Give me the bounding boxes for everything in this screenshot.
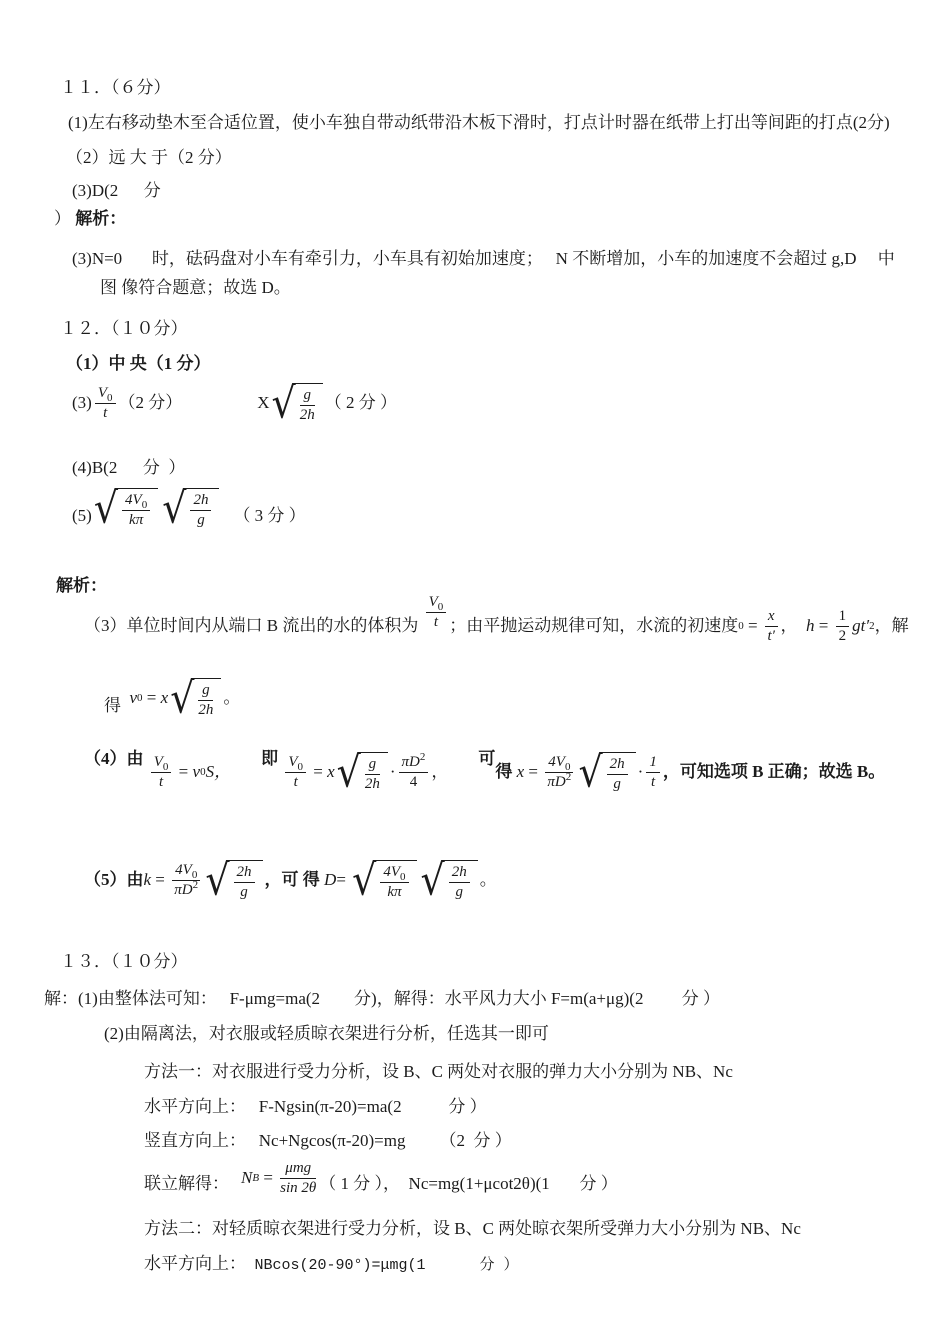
q13-method1-horizontal: 水平方向上： F-Ngsin(π-20)=ma(2 分 ） (144, 1097, 487, 1116)
var-x: x (327, 761, 335, 781)
exp5-label: （5）由 (84, 869, 144, 889)
denominator (172, 878, 200, 899)
numerator: μmg (280, 1160, 316, 1179)
numerator: g (300, 387, 315, 406)
radicand (600, 752, 636, 793)
denominator: 2 (838, 627, 847, 644)
q13-line-2: (2)由隔离法，对衣服或轻质晾衣架进行分析，任选其一即可 (104, 1024, 549, 1043)
period: 。 (479, 869, 497, 889)
fraction-g-over-2h (300, 387, 315, 424)
num-sub: 0 (400, 871, 406, 883)
denominator: 4 (409, 773, 418, 790)
equals: = (524, 761, 543, 781)
method2-equation: NBcos(20-90°)=μmg(1 分 ） (254, 1257, 519, 1274)
sqrt-icon: √ (93, 482, 119, 532)
var-S: S， (205, 761, 232, 781)
q13-method2-intro: 方法二：对轻质晾衣架进行受力分析，设 B、C 两处晾衣架所受弹力大小分别为 NB、Nc (144, 1219, 801, 1238)
denominator: 2h (198, 701, 214, 718)
var-x: x (160, 687, 169, 707)
q12-answer-4: (4)B(2 分 ） (72, 458, 186, 477)
numerator (285, 754, 306, 773)
radicand (293, 383, 323, 424)
fraction-piD2-over-4 (399, 751, 429, 791)
num-text: 4V (383, 864, 401, 880)
method1-result-end: （ 1 分 ）， Nc=mg(1+μcot2θ)(1 分 ） (319, 1173, 618, 1193)
fraction-2h-over-g (607, 756, 628, 793)
comma: ， (431, 761, 449, 781)
radicand (115, 488, 158, 529)
fraction-g-over-2h (365, 756, 380, 793)
fraction-v0-over-t (285, 754, 306, 791)
q11-part3: (3)D(2 分 (72, 181, 161, 200)
fraction-v0-over-t (151, 754, 172, 791)
q11-part1: (1)左右移动垫木至合适位置，使小车独自带动纸带沿木板下滑时，打点计时器在纸带上打出等间距的打点(2分) (68, 113, 890, 132)
equals: = (174, 761, 193, 781)
radicand (358, 752, 388, 793)
num-text: πD (401, 754, 420, 770)
denominator: 2h (364, 775, 380, 792)
q12-answer-5 (72, 482, 306, 532)
num-text: 4V (125, 492, 142, 508)
numerator: g (365, 756, 380, 775)
numerator (426, 594, 447, 613)
den-sup: 2 (192, 878, 199, 891)
fraction-one-half (836, 608, 850, 645)
denominator: t (650, 773, 656, 790)
comma: ， (780, 615, 807, 635)
coefficient-x: X (257, 392, 270, 412)
numerator (380, 864, 408, 883)
answer-3-label: (3) (72, 392, 92, 412)
numerator: 2h (234, 864, 255, 883)
jiexi-label: 解析： (75, 209, 127, 228)
fraction-mumg-over-sin2theta (280, 1160, 316, 1197)
num-text: V (97, 385, 107, 401)
var-h: h (806, 615, 815, 635)
sqrt-icon: √ (205, 854, 230, 904)
q13-line-1: 解：(1)由整体法可知： F-μmg=ma(2 分)，解得：水平风力大小 F=m(a+μg)(2 分 ） (44, 989, 720, 1008)
q13-method1-vertical: 竖直方向上： Nc+Ngcos(π-20)=mg （2 分 ） (144, 1131, 512, 1150)
radicand (442, 860, 478, 901)
q11-jiexi-line (54, 207, 126, 232)
exp3-text-1: （3）单位时间内从端口 B 流出的水的体积为 (84, 615, 423, 635)
sqrt-icon: √ (352, 854, 377, 904)
fraction-2h-over-g (234, 864, 255, 901)
sqrt-icon: √ (170, 672, 195, 722)
den-text: πD (547, 773, 566, 790)
answer-3-score-1: （2 分） (118, 392, 183, 412)
equals: = (259, 1167, 278, 1187)
numerator (151, 754, 172, 773)
q12-answer-3 (72, 377, 397, 427)
q13-method2-horizontal (144, 1252, 519, 1277)
q12-heading: １２．（１０分） (60, 319, 188, 338)
sqrt-4v0-over-kpi (93, 482, 158, 532)
q11-explanation-1: (3)N=0 时，砝码盘对小车有牵引力，小车具有初始加速度； N 不断增加，小车的加速度不会超过 g,D 中 (72, 249, 895, 268)
q12-explanation-5 (84, 854, 497, 904)
numerator: x (765, 608, 778, 627)
numerator: g (198, 682, 213, 701)
sqrt-icon: √ (271, 377, 296, 427)
period: 。 (223, 687, 241, 707)
sqrt-g-over-2h (271, 377, 323, 427)
numerator: 1 (836, 608, 850, 627)
denominator: g (197, 511, 205, 528)
num-sub: 0 (141, 499, 148, 511)
denominator: t (293, 773, 298, 790)
numerator (399, 751, 429, 773)
answer-5-label: (5) (72, 505, 92, 525)
denominator: kπ (129, 511, 144, 528)
denominator: kπ (387, 883, 402, 900)
q11-heading: １１．（６分） (60, 78, 171, 97)
sqrt-icon: √ (420, 854, 445, 904)
lianli-text: 联立解得： (144, 1173, 229, 1193)
fraction-4v0-over-piD2 (172, 862, 200, 899)
sqrt-icon: √ (336, 746, 361, 796)
var-N: N (241, 1167, 253, 1187)
fraction-4v0-over-kpi (380, 864, 408, 901)
q13-heading: １３．（１０分） (60, 952, 188, 971)
var-gtprime: gt′ (852, 615, 870, 635)
sqrt-2h-over-g (205, 854, 262, 904)
numerator: 2h (607, 756, 628, 775)
denominator: sin 2θ (280, 1179, 317, 1196)
equals: = (814, 615, 833, 635)
denominator: g (613, 775, 621, 792)
var-x: x (516, 761, 525, 781)
var-v: v (129, 687, 138, 707)
sqrt-2h-over-g (162, 482, 219, 532)
fraction-2h-over-g (190, 492, 211, 529)
numerator: 2h (449, 864, 470, 883)
fraction-x-over-tprime (765, 608, 778, 645)
denominator: t (159, 773, 164, 790)
var-D: D (324, 869, 337, 889)
num-sup: 2 (419, 751, 426, 763)
num-text: V (288, 754, 298, 770)
equals: = (151, 869, 170, 889)
sqrt-icon: √ (162, 482, 187, 532)
q12-explanation-4: （4）由 $\frac{V_0}{t}$ = v 0 S， 即 $\frac{V_0}{t}$ = x √ $\frac{g}{2h}$ · $\frac{\pi D^2}{4}$ ， 可 得 x = $\frac{4V_0}{\pi D^2}$ √ $\frac{2h}{g}$ · $\frac{1}{t}$ ，可知选项 B 正确；故选 B。 (84, 746, 886, 796)
numerator (122, 492, 150, 511)
num-sub: 0 (162, 761, 169, 773)
q12-explanation-3: （3）单位时间内从端口 B 流出的水的体积为 $\frac{V_0}{t}$ ；由平抛运动规律可知，水流的初速度 0 = $\frac{x}{t'}$ ， h = $\frac{1}{2}$ gt′ 2 ，解 (84, 594, 909, 644)
q13-method1-result: 联立解得： N B = μmg sin 2θ （ 1 分 ）， Nc=mg(1+μcot2θ)(1 分 ） (144, 1160, 618, 1196)
fraction-4v0-over-piD2 (545, 754, 573, 791)
radicand (191, 678, 221, 719)
denominator (545, 770, 573, 791)
exp4-end: ，可知选项 B 正确；故选 B。 (662, 761, 886, 781)
num-sub: 0 (191, 869, 198, 881)
equals: = (336, 869, 351, 889)
equals: = (142, 687, 161, 707)
q12-explanation-3b: 得 v 0 = x √ $\frac{g}{2h}$ 。 (104, 672, 241, 722)
fraction-v0-over-t (426, 594, 447, 631)
fraction-v0-over-t (95, 385, 116, 422)
exp3-text-2: ；由平抛运动规律可知，水流的初速度 (449, 615, 739, 635)
numerator (95, 385, 116, 404)
answer-3-score-2: （ 2 分 ） (324, 392, 397, 412)
q11-part2: （2）远 大 于（2 分） (66, 148, 232, 167)
den-sup: 2 (565, 770, 572, 783)
numerator: 2h (190, 492, 211, 511)
de-text: 得 (104, 695, 130, 715)
horizontal-label: 水平方向上： (144, 1254, 255, 1273)
num-text: 4V (548, 754, 565, 770)
var-v: v (192, 761, 201, 781)
answer-5-score: （ 3 分 ） (233, 505, 306, 525)
close-paren: ） (54, 209, 76, 228)
ji-text: 即 (261, 748, 283, 768)
sqrt-icon: √ (578, 746, 603, 796)
num-text: V (153, 754, 163, 770)
q11-explanation-2: 图 像符合题意；故选 D。 (100, 278, 291, 297)
num-sub: 0 (107, 392, 113, 404)
dot-operator: · (637, 761, 644, 781)
num-text: 4V (175, 862, 192, 878)
den-text: πD (174, 881, 193, 898)
sqrt-2h-over-g (578, 746, 635, 796)
radicand (373, 860, 416, 901)
radicand (227, 860, 263, 901)
var-k: k (143, 869, 152, 889)
sqrt-4v0-over-kpi (352, 854, 416, 904)
fraction-1-over-t (646, 754, 660, 791)
exp5-mid: ，可 得 (264, 869, 325, 889)
denominator: t′ (767, 627, 775, 644)
denominator: g (455, 883, 464, 900)
fraction-2h-over-g (449, 864, 470, 901)
denominator: 2h (299, 406, 315, 423)
exp3-end: ，解 (874, 615, 909, 635)
q12-jiexi-label: 解析： (56, 576, 107, 595)
numerator: 1 (646, 754, 660, 773)
q12-answer-1: （1）中 央（1 分） (66, 354, 211, 373)
sqrt-g-over-2h (336, 746, 388, 796)
dot-operator: · (389, 761, 396, 781)
fraction-4v0-over-kpi (122, 492, 150, 529)
num-text: V (428, 594, 438, 610)
q13-method1-intro: 方法一：对衣服进行受力分析，设 B、C 两处对衣服的弹力大小分别为 NB、Nc (144, 1062, 733, 1081)
radicand (183, 488, 219, 529)
denominator: g (240, 883, 248, 900)
exp4-label: （4）由 (84, 748, 148, 768)
num-sub: 0 (564, 761, 571, 773)
denominator: t (103, 404, 108, 421)
de-text: 得 (495, 761, 517, 781)
sqrt-2h-over-g (420, 854, 478, 904)
num-sub: 0 (297, 761, 303, 773)
ke-text: 可 (478, 748, 496, 768)
num-sub: 0 (437, 601, 444, 613)
equals: = (308, 761, 328, 781)
sqrt-g-over-2h (170, 672, 221, 722)
fraction-g-over-2h (198, 682, 213, 719)
equals: = (743, 615, 762, 635)
denominator: t (433, 613, 439, 630)
